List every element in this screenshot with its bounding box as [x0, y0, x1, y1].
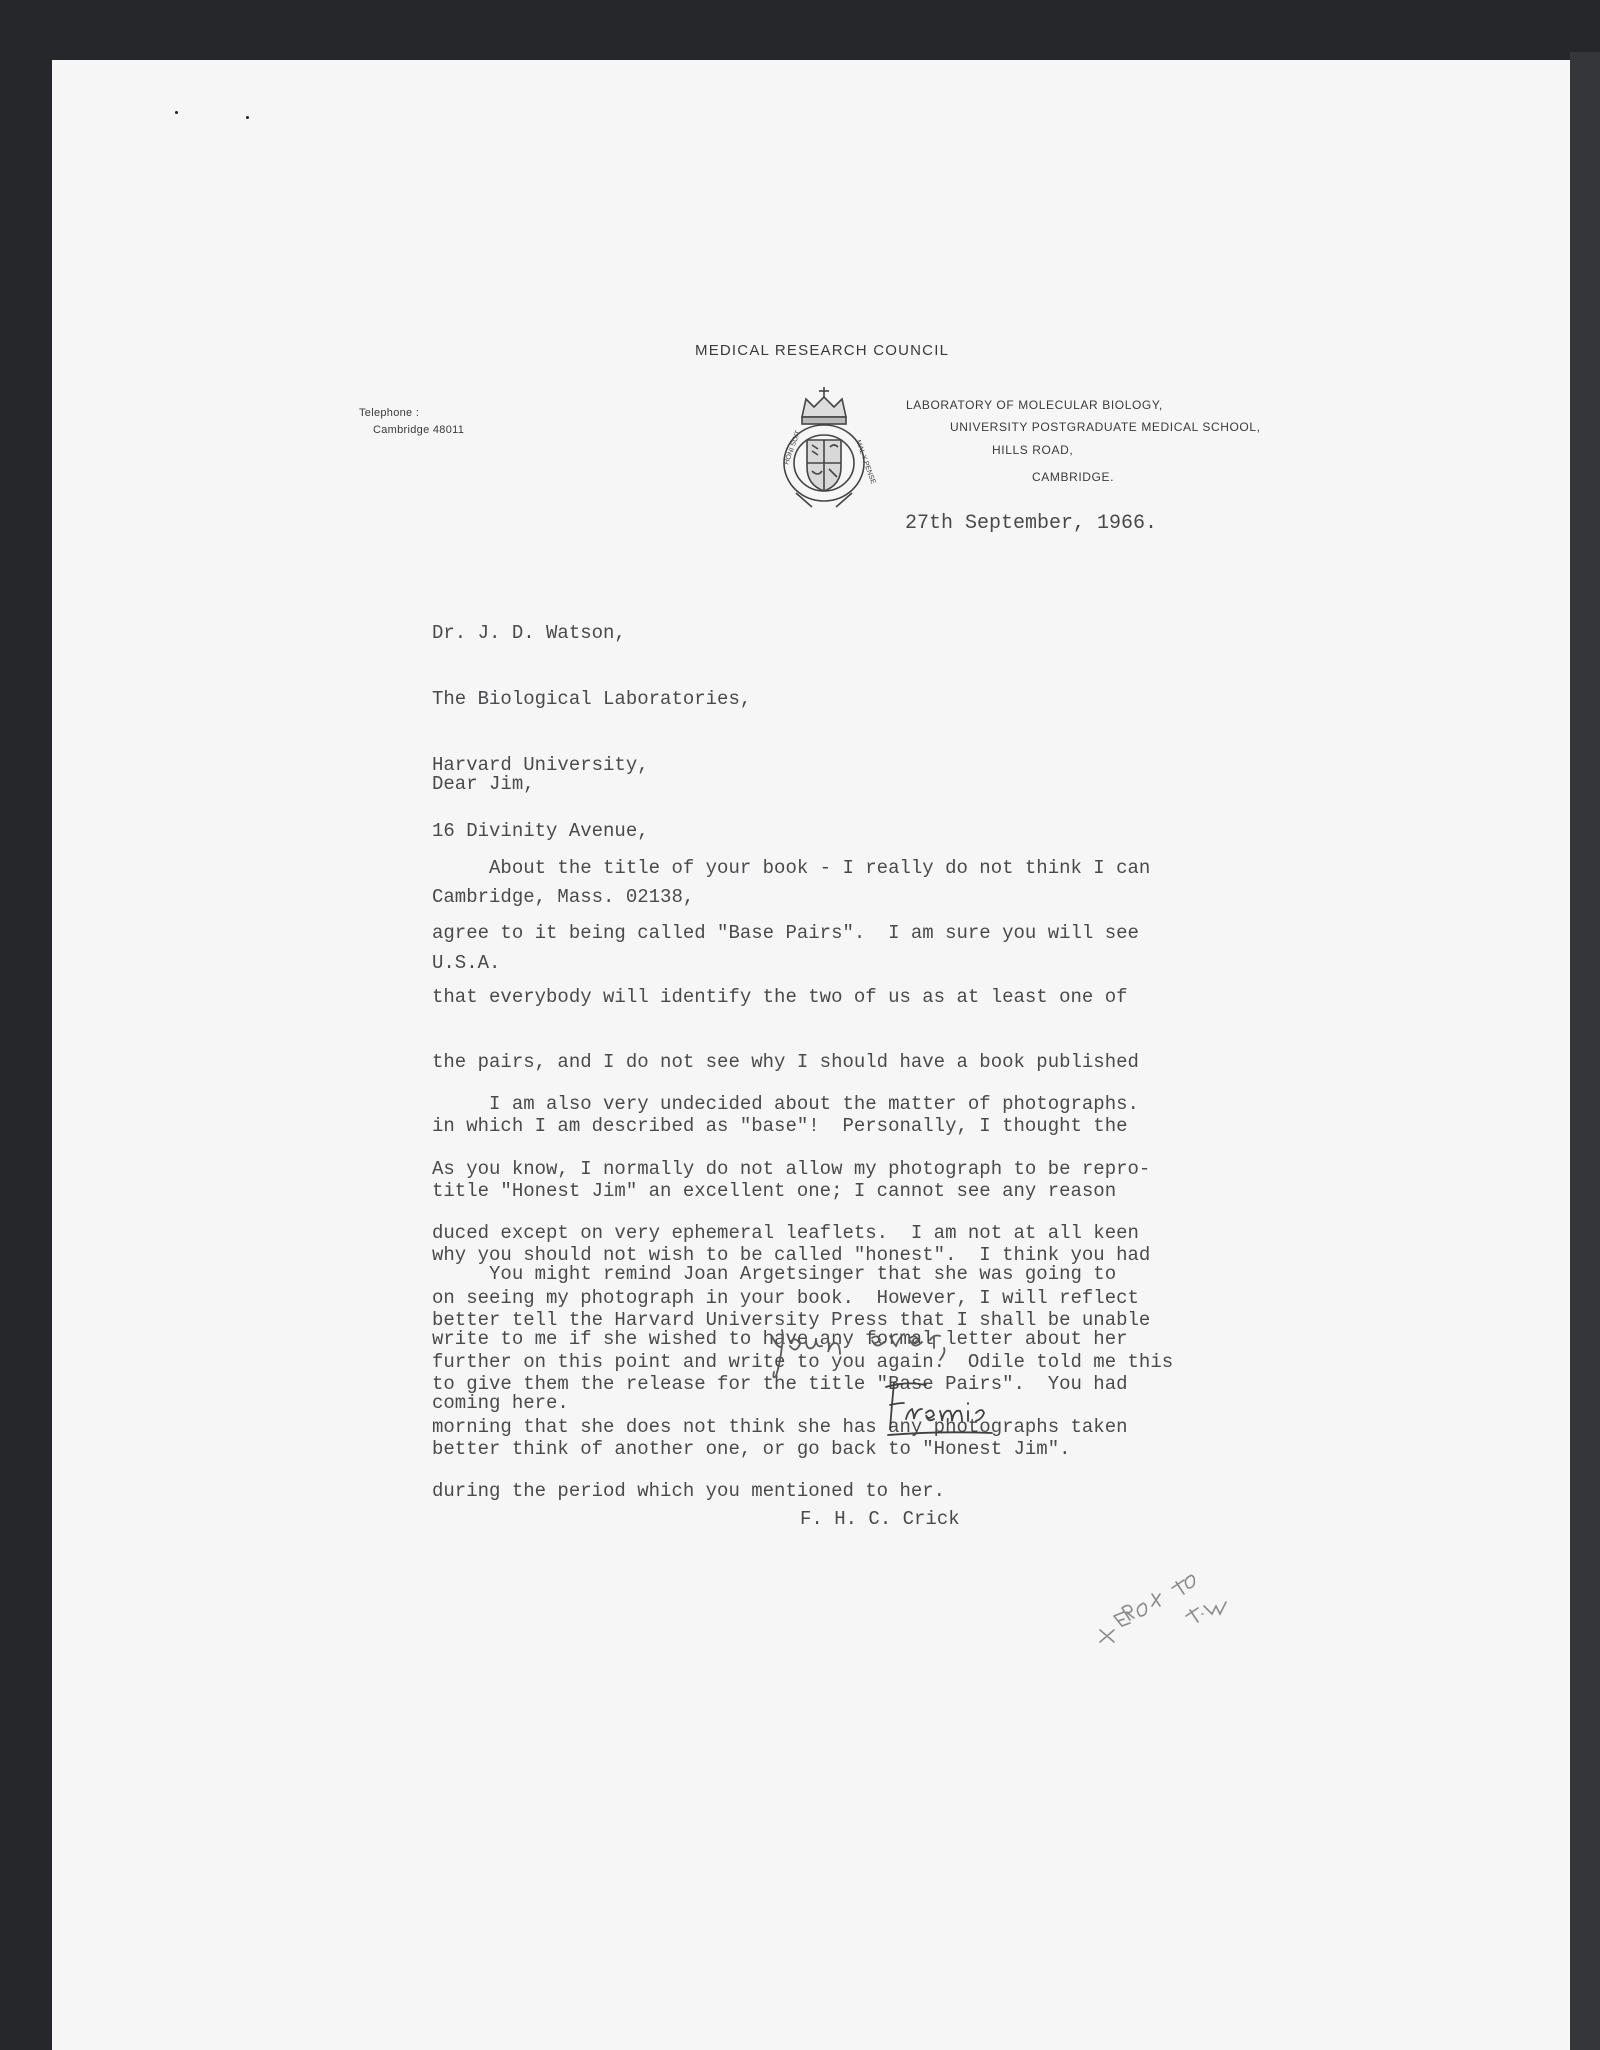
text-line: better tell the Harvard University Press that I shall be unable: [432, 1308, 1151, 1331]
svg-text:MAL Y PENSE: MAL Y PENSE: [854, 439, 877, 486]
text-line: on seeing my photograph in your book. However, I will reflect: [432, 1286, 1139, 1309]
salutation: Dear Jim,: [432, 773, 535, 795]
telephone-label: Telephone :: [359, 407, 420, 419]
address-line-1: LABORATORY OF MOLECULAR BIOLOGY,: [906, 398, 1163, 412]
svg-text:HONI SOIT: HONI SOIT: [783, 429, 803, 466]
text-line: I am also very undecided about the matter of photographs.: [432, 1093, 1139, 1115]
royal-crest-icon: [776, 385, 877, 513]
background-strip: [1570, 52, 1600, 2050]
text-line: write to me if she wished to have any formal letter about her: [432, 1327, 1128, 1350]
recipient-line: Dr. J. D. Watson,: [432, 622, 626, 644]
recipient-line: Harvard University,: [432, 754, 649, 776]
text-line: title "Honest Jim" an excellent one; I cannot see any reason: [432, 1179, 1117, 1202]
text-line: As you know, I normally do not allow my photograph to be repro-: [432, 1157, 1151, 1180]
text-line: coming here.: [432, 1392, 569, 1414]
text-line: in which I am described as "base"! Personally, I thought the: [432, 1115, 1128, 1137]
text-line: during the period which you mentioned to her.: [432, 1480, 946, 1502]
recipient-line: U.S.A.: [432, 952, 501, 974]
telephone-number: Cambridge 48011: [373, 424, 465, 436]
handwritten-signature: [880, 1375, 1000, 1445]
recipient-line: The Biological Laboratories,: [432, 688, 752, 710]
text-line: duced except on very ephemeral leaflets. I am not at all keen: [432, 1222, 1139, 1244]
address-line-3: HILLS ROAD,: [992, 443, 1074, 457]
text-line: that everybody will identify the two of us as at least one of: [432, 986, 1128, 1008]
recipient-line: 16 Divinity Avenue,: [432, 820, 649, 842]
text-line: morning that she does not think she has any photographs taken: [432, 1415, 1128, 1438]
letterhead-telephone: [359, 405, 464, 439]
letter-date: 27th September, 1966.: [905, 512, 1158, 535]
recipient-line: Cambridge, Mass. 02138,: [432, 886, 695, 908]
speck: [246, 116, 249, 119]
signer-name: F. H. C. Crick: [800, 1508, 960, 1530]
text-line: to give them the release for the title "Base Pairs". You had: [432, 1373, 1128, 1395]
text-line: the pairs, and I do not see why I should have a book published: [432, 1050, 1139, 1073]
address-line-2: UNIVERSITY POSTGRADUATE MEDICAL SCHOOL,: [950, 420, 1261, 434]
text-line: why you should not wish to be called "honest". I think you had: [432, 1244, 1151, 1266]
text-line: agree to it being called "Base Pairs". I am sure you will see: [432, 921, 1139, 944]
letterhead-organization: MEDICAL RESEARCH COUNCIL: [695, 342, 950, 359]
text-line: further on this point and write to you again. Odile told me this: [432, 1351, 1174, 1373]
text-line: About the title of your book - I really do not think I can: [432, 857, 1151, 879]
text-line: better think of another one, or go back to "Honest Jim".: [432, 1437, 1071, 1460]
text-line: You might remind Joan Argetsinger that she was going to: [432, 1263, 1117, 1285]
speck: [175, 111, 178, 114]
address-line-4: CAMBRIDGE.: [1032, 470, 1115, 484]
handwritten-margin-note: [1090, 1560, 1260, 1660]
